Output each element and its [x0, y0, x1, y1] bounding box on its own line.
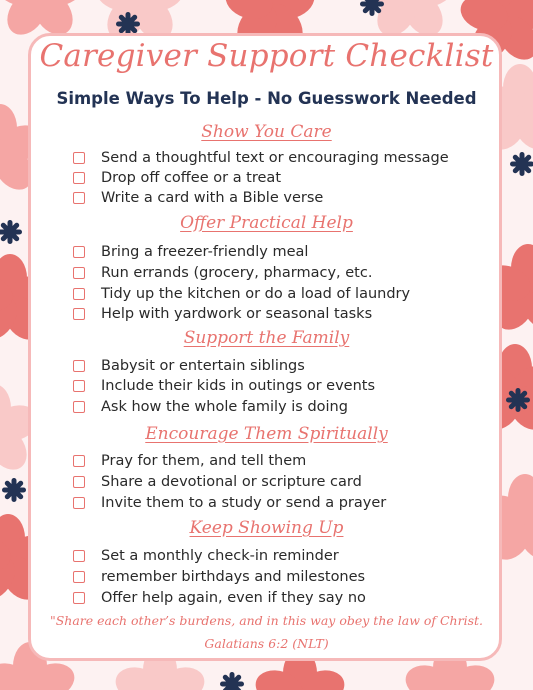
page-subtitle: Simple Ways To Help - No Guesswork Needed: [56, 89, 477, 108]
section-title-keep-showing-up: Keep Showing Up: [189, 518, 344, 538]
checklist-item[interactable]: [73, 493, 386, 513]
checklist-item-label: Offer help again, even if they say no: [101, 590, 366, 606]
checkbox[interactable]: [73, 401, 85, 413]
checklist-item[interactable]: [73, 263, 372, 283]
checklist-item[interactable]: [73, 451, 306, 471]
checkbox[interactable]: [73, 380, 85, 392]
checklist-item-label: Ask how the whole family is doing: [101, 399, 348, 415]
checklist-item-label: Write a card with a Bible verse: [101, 190, 324, 206]
checklist-item-label: Invite them to a study or send a prayer: [101, 495, 387, 511]
checkbox[interactable]: [73, 571, 85, 583]
checklist-item[interactable]: [73, 588, 366, 608]
section-title-offer-practical-help: Offer Practical Help: [180, 213, 353, 233]
checklist-item-label: Babysit or entertain siblings: [101, 358, 305, 374]
checkbox[interactable]: [73, 360, 85, 372]
checklist-item[interactable]: [73, 188, 323, 208]
bible-reference: Galatians 6:2 (NLT): [204, 636, 329, 651]
checkbox[interactable]: [73, 288, 85, 300]
section-title-show-you-care: Show You Care: [201, 122, 332, 142]
checkbox[interactable]: [73, 497, 85, 509]
checkbox[interactable]: [73, 476, 85, 488]
checklist-item[interactable]: [73, 567, 365, 587]
checkbox[interactable]: [73, 152, 85, 164]
checklist-item[interactable]: [73, 376, 375, 396]
checkbox[interactable]: [73, 172, 85, 184]
section-title-support-the-family: Support the Family: [183, 328, 350, 348]
checklist-item-label: Set a monthly check-in reminder: [101, 548, 339, 564]
checkbox[interactable]: [73, 550, 85, 562]
checklist-item[interactable]: [73, 168, 281, 188]
checklist-item-label: Share a devotional or scripture card: [101, 474, 362, 490]
checklist-item-label: remember birthdays and milestones: [101, 569, 366, 585]
checklist-item-label: Include their kids in outings or events: [101, 378, 376, 394]
checklist-item-label: Drop off coffee or a treat: [101, 170, 282, 186]
checkbox[interactable]: [73, 246, 85, 258]
checklist-item[interactable]: [73, 472, 362, 492]
checkbox[interactable]: [73, 267, 85, 279]
checklist-item[interactable]: [73, 356, 305, 376]
checklist-item[interactable]: [73, 148, 449, 168]
page-title: Caregiver Support Checklist: [39, 38, 494, 74]
checklist-item-label: Send a thoughtful text or encouraging message: [101, 150, 449, 166]
checkbox[interactable]: [73, 308, 85, 320]
checkbox[interactable]: [73, 592, 85, 604]
section-title-encourage-spiritually: Encourage Them Spiritually: [145, 424, 388, 444]
checklist-item[interactable]: [73, 242, 308, 262]
checklist-item[interactable]: [73, 284, 410, 304]
checkbox[interactable]: [73, 455, 85, 467]
checklist-item[interactable]: [73, 397, 348, 417]
bible-quote: "Share each other’s burdens, and in this way obey the law of Christ.: [49, 613, 483, 628]
checklist-item-label: Pray for them, and tell them: [101, 453, 307, 469]
checklist-item-label: Bring a freezer-friendly meal: [101, 244, 309, 260]
checklist-item-label: Help with yardwork or seasonal tasks: [101, 306, 373, 322]
checklist-item-label: Tidy up the kitchen or do a load of laundry: [101, 286, 411, 302]
checklist-item-label: Run errands (grocery, pharmacy, etc.: [101, 265, 373, 281]
checklist-item[interactable]: [73, 546, 339, 566]
checklist-item[interactable]: [73, 304, 372, 324]
checkbox[interactable]: [73, 192, 85, 204]
